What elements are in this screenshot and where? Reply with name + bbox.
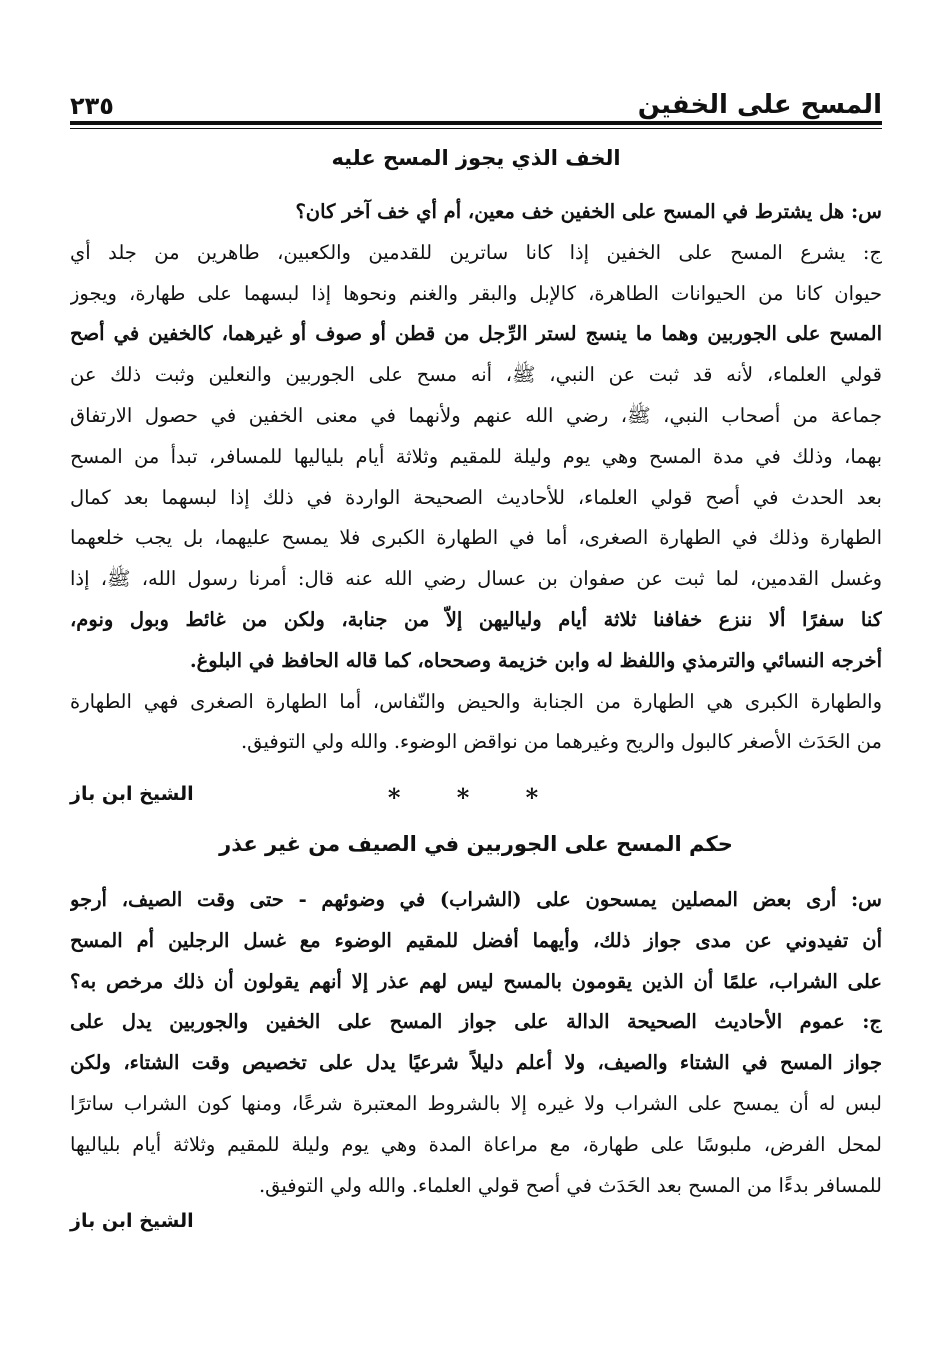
- question-line: أن تفيدوني عن مدى جواز ذلك، وأيهما أفضل للمقيم الوضوء مع غسل الرجلين أم المسح: [70, 928, 882, 952]
- author-signature: الشيخ ابن باز: [70, 783, 194, 805]
- page-header: [70, 80, 882, 120]
- answer-line: أخرجه النسائي والترمذي واللفظ له وابن خزيمة وصححاه، كما قاله الحافظ في البلوغ.: [189, 648, 882, 672]
- section-separator: * * *: [387, 783, 563, 812]
- answer-line: المسح على الجوربين وهما ما ينسج لستر الرِّجل من قطن أو صوف أو غيرهما، كالخفين في أصح: [70, 322, 882, 346]
- answer-line: وغسل القدمين، لما ثبت عن صفوان بن عسال رضي الله عنه قال: أمرنا رسول الله، ﷺ، إذا: [70, 567, 882, 591]
- answer-line: جماعة من أصحاب النبي، ﷺ، رضي الله عنهم ولأنهما في معنى الخفين في حصول الارتفاق: [70, 403, 882, 427]
- answer-line: جواز المسح في الشتاء والصيف، ولا أعلم دليلاً شرعيًا يدل على تخصيص وقت الشتاء، ولكن: [70, 1051, 882, 1075]
- answer-line: بهما، وذلك في مدة المسح وهي يوم وليلة للمقيم وثلاثة أيام بلياليها للمسافر، تبدأ من المسح: [70, 444, 882, 468]
- header-rule-thin: [70, 128, 882, 129]
- answer-line: ج: يشرع المسح على الخفين إذا كانا ساترين للقدمين والكعبين، طاهرين من جلد أي: [70, 240, 882, 264]
- answer-line: من الحَدَث الأصغر كالبول والريح وغيرهما من نواقض الوضوء. والله ولي التوفيق.: [240, 730, 882, 754]
- answer-line: بعد الحدث في أصح قولي العلماء، للأحاديث الصحيحة الواردة في ذلك إذا لبسهما بعد كمال: [70, 485, 882, 509]
- answer-line: والطهارة الكبرى هي الطهارة من الجنابة والحيض والنّفاس، أما الطهارة الصغرى فهي الطهارة: [70, 689, 882, 713]
- answer-line: لمحل الفرض، ملبوسًا على طهارة، مع مراعاة المدة وهي يوم وليلة للمقيم وثلاثة أيام بلياليها: [70, 1132, 882, 1156]
- answer-line: قولي العلماء، لأنه قد ثبت عن النبي، ﷺ، أنه مسح على الجوربين والنعلين وثبت ذلك عن: [70, 363, 882, 387]
- answer-line: حيوان كانا من الحيوانات الطاهرة، كالإبل والبقر والغنم ونحوها إذا لبسهما على طهارة، ويجوز: [70, 281, 882, 305]
- answer-line: لبس له أن يمسح على الشراب ولا غيره إلا بالشروط المعتبرة شرعًا، ومنها كون الشراب ساترًا: [70, 1091, 882, 1115]
- page-number: ٢٣٥: [70, 92, 114, 120]
- author-signature: الشيخ ابن باز: [70, 1210, 194, 1232]
- section-title: الخف الذي يجوز المسح عليه: [331, 146, 621, 170]
- answer-line: الطهارة وذلك في الطهارة الصغرى، أما في الطهارة الكبرى فلا يمسح عليهما، بل يجب خلعهما: [70, 526, 882, 550]
- question-line: على الشراب، علمًا أن الذين يقومون بالمسح ليس لهم عذر إلا أنهم يقولون أن ذلك مرخص به؟: [70, 969, 882, 993]
- section-body: [70, 192, 882, 763]
- running-title: المسح على الخفين: [637, 90, 882, 120]
- answer-line: ج: عموم الأحاديث الصحيحة الدالة على جواز المسح على الخفين والجوربين يدل على: [70, 1010, 882, 1034]
- answer-line: للمسافر بدءًا من المسح بعد الحَدَث في أصح قولي العلماء. والله ولي التوفيق.: [258, 1173, 882, 1197]
- section-body: [70, 880, 882, 1206]
- answer-line: كنا سفرًا ألا ننزع خفافنا ثلاثة أيام ولياليهن إلاّ من جنابة، ولكن من غائط وبول ونوم،: [70, 607, 882, 631]
- section-title: حكم المسح على الجوربين في الصيف من غير عذر: [219, 832, 733, 856]
- question-line: س: أرى بعض المصلين يمسحون على (الشراب) في وضوئهم - حتى وقت الصيف، أرجو: [70, 888, 882, 911]
- header-rule-thick: [70, 121, 882, 125]
- question-line: س: هل يشترط في المسح على الخفين خف معين، أم أي خف آخر كان؟: [295, 200, 882, 223]
